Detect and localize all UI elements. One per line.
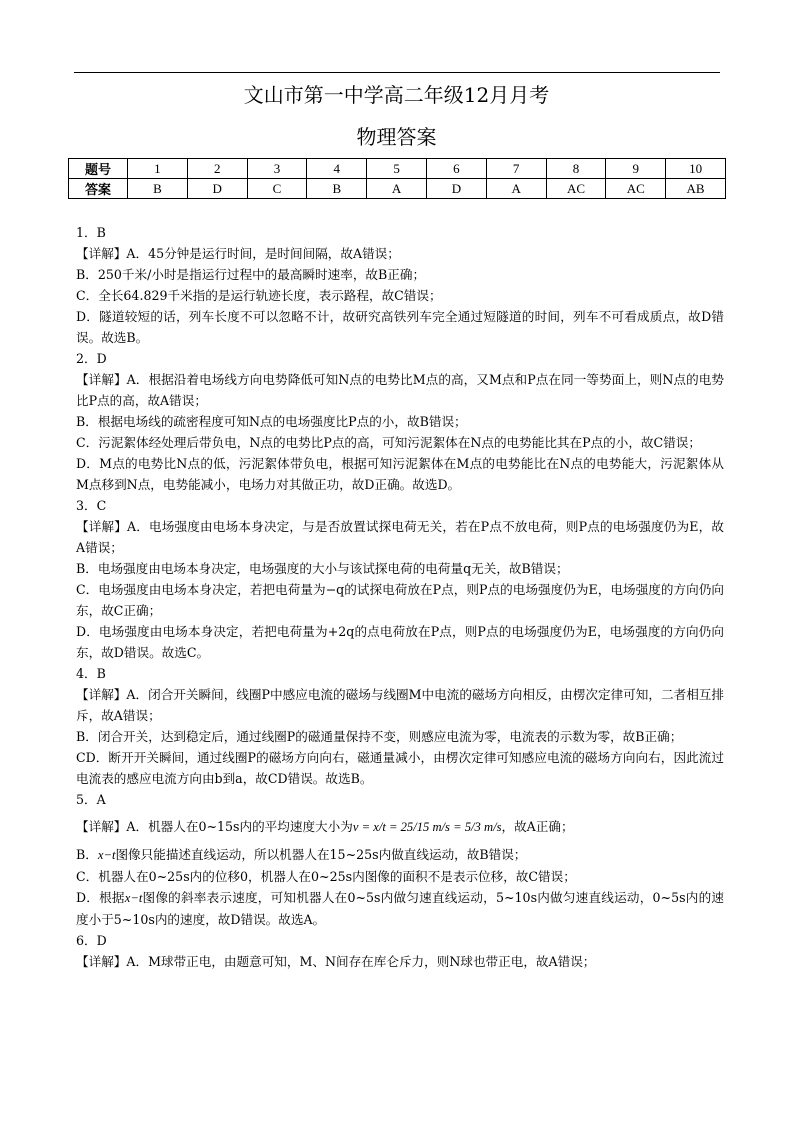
explanation-line: B．250千米/小时是指运行过程中的最高瞬时速率，故B正确； xyxy=(76,267,426,282)
table-cell: 6 xyxy=(426,159,486,179)
explanation-text: 图像只能描述直线运动，所以机器人在15~25s内做直线运动，故B错误； xyxy=(115,847,527,862)
explanation-line: D．隧道较短的话，列车长度不可以忽略不计，故研究高铁列车完全通过短隧道的时间，列车不可看成质点，故D错误。故选B。 xyxy=(76,309,724,345)
table-cell: 3 xyxy=(247,159,307,179)
explanation-line: 【详解】A．根据沿着电场线方向电势降低可知N点的电势比M点的高，又M点和P点在同一等势面上，则N点的电势比P点的高，故A错误； xyxy=(76,372,724,408)
question-number: 3．C xyxy=(76,498,107,513)
explanation-text: D．根据 xyxy=(76,890,125,905)
explanation-line: D．电场强度由电场本身决定，若把电荷量为+2q的点电荷放在P点，则P点的电场强度仍为E，电场强度的方向仍向东，故D错误。故选C。 xyxy=(76,624,724,660)
table-cell: 9 xyxy=(606,159,666,179)
table-cell: 5 xyxy=(367,159,427,179)
explanation-line: C．机器人在0~25s内的位移0，机器人在0~25s内图像的面积不是表示位移，故C错误； xyxy=(76,869,576,884)
question-number: 6．D xyxy=(76,933,107,948)
table-cell: 7 xyxy=(486,159,546,179)
table-cell: C xyxy=(247,179,307,199)
table-cell: 4 xyxy=(307,159,367,179)
explanation-line: 【详解】A．M球带正电，由题意可知，M、N间存在库仑斥力，则N球也带正电，故A错误； xyxy=(76,954,596,969)
table-header-number: 题号 xyxy=(69,159,128,179)
table-cell: A xyxy=(367,179,427,199)
table-row-answers xyxy=(69,179,726,199)
table-cell: AC xyxy=(546,179,606,199)
table-cell: AC xyxy=(606,179,666,199)
explanation-line: B．根据电场线的疏密程度可知N点的电场强度比P点的小，故B错误； xyxy=(76,414,467,429)
explanation-line: C．电场强度由电场本身决定，若把电荷量为−q的试探电荷放在P点，则P点的电场强度仍为E，电场强度的方向仍向东，故C正确； xyxy=(76,582,724,618)
table-cell: 8 xyxy=(546,159,606,179)
page-title: 文山市第一中学高二年级12月月考 xyxy=(243,83,550,107)
explanation-line xyxy=(76,887,724,930)
table-cell: B xyxy=(307,179,367,199)
page-subtitle: 物理答案 xyxy=(356,125,437,149)
explanation-line: B．电场强度由电场本身决定，电场强度的大小与该试探电荷的电荷量q无关，故B错误； xyxy=(76,561,569,576)
table-cell: 2 xyxy=(187,159,247,179)
velocity-formula: v = x/t = 25/15 m/s = 5/3 m/s xyxy=(352,820,502,834)
answer-explanations xyxy=(76,222,724,972)
explanation-text: ，故A正确； xyxy=(501,819,574,834)
header-rule xyxy=(74,72,720,73)
explanation-line: D．M点的电势比N点的低，污泥絮体带负电，根据可知污泥絮体在M点的电势能比在N点的电势能大，污泥絮体从M点移到N点，电势能减小，电场力对其做正功，故D正确。故选D。 xyxy=(76,456,724,492)
explanation-line xyxy=(76,816,724,838)
question-number: 1．B xyxy=(76,225,106,240)
table-row-numbers xyxy=(69,159,726,179)
table-cell: D xyxy=(426,179,486,199)
table-cell: 10 xyxy=(666,159,726,179)
explanation-line: B．闭合开关，达到稳定后，通过线圈P的磁通量保持不变，则感应电流为零，电流表的示数为零，故B正确； xyxy=(76,729,683,744)
question-number: 4．B xyxy=(76,666,106,681)
answer-table xyxy=(68,158,726,199)
table-header-answer: 答案 xyxy=(69,179,128,199)
table-cell: D xyxy=(187,179,247,199)
table-cell: 1 xyxy=(128,159,188,179)
explanation-line xyxy=(76,844,724,866)
explanation-line: 【详解】A．闭合开关瞬间，线圈P中感应电流的磁场与线圈M中电流的磁场方向相反，由楞次定律可知，二者相互排斥，故A错误； xyxy=(76,687,724,723)
xt-graph-symbol: x−t xyxy=(97,848,116,862)
explanation-line: 【详解】A．电场强度由电场本身决定，与是否放置试探电荷无关，若在P点不放电荷，则P点的电场强度仍为E，故A错误； xyxy=(76,519,724,555)
explanation-text: 【详解】A．机器人在0~15s内的平均速度大小为 xyxy=(76,819,353,834)
table-cell: B xyxy=(128,179,188,199)
explanation-line: C．污泥絮体经处理后带负电，N点的电势比P点的高，可知污泥絮体在N点的电势能比其在P点的小，故C错误； xyxy=(76,435,701,450)
table-cell: AB xyxy=(666,179,726,199)
question-number: 2．D xyxy=(76,351,107,366)
explanation-line: C．全长64.829千米指的是运行轨迹长度，表示路程，故C错误； xyxy=(76,288,442,303)
table-cell: A xyxy=(486,179,546,199)
explanation-line: CD．断开开关瞬间，通过线圈P的磁场方向向右，磁通量减小，由楞次定律可知感应电流的磁场方向向右，因此流过电流表的感应电流方向由b到a，故CD错误。故选B。 xyxy=(76,750,724,786)
xt-graph-symbol: x−t xyxy=(124,891,143,905)
explanation-text: B． xyxy=(76,847,98,862)
question-number: 5．A xyxy=(76,792,106,807)
explanation-line: 【详解】A．45分钟是运行时间，是时间间隔，故A错误； xyxy=(76,246,400,261)
explanation-text: 图像的斜率表示速度，可知机器人在0~5s内做匀速直线运动，5~10s内做匀速直线运动，0~5s内的速度小于5~10s内的速度，故D错误。故选A。 xyxy=(76,890,724,927)
